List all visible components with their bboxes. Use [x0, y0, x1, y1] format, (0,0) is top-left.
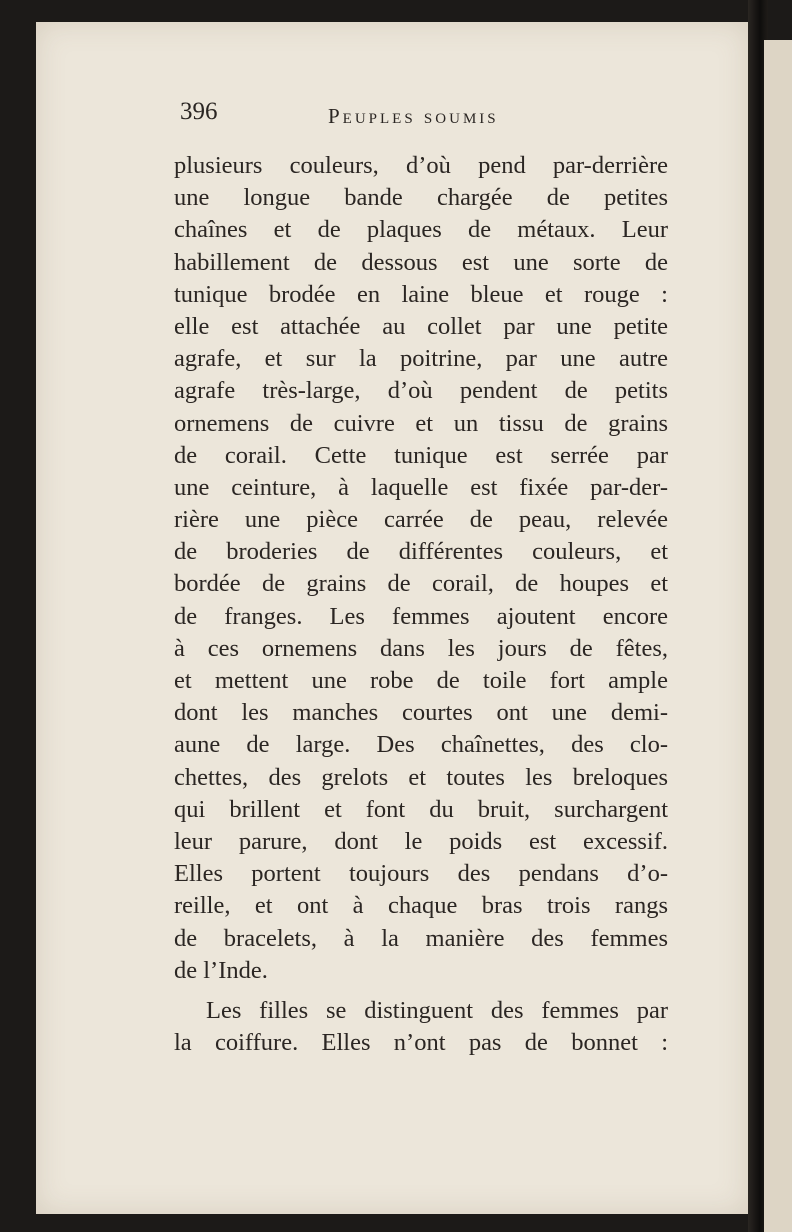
text-line: Les filles se distinguent des femmes par — [206, 996, 668, 1024]
text-line: de franges. Les femmes ajoutent encore — [174, 602, 668, 630]
text-line: et mettent une robe de toile fort ample — [174, 667, 668, 694]
text-line: dont les manches courtes ont une demi- — [174, 699, 668, 727]
text-line: une ceinture, à laquelle est fixée par-der- — [174, 473, 668, 501]
text-line: chaînes et de plaques de métaux. Leur — [174, 216, 668, 244]
text-line: leur parure, dont le poids est excessif. — [174, 827, 668, 855]
running-head: Peuples soumis — [328, 104, 499, 128]
text-line: de bracelets, à la manière des femmes — [174, 924, 668, 952]
text-line: à ces ornemens dans les jours de fêtes, — [174, 634, 668, 662]
text-line: agrafe très-large, d’où pendent de petits — [174, 377, 668, 405]
text-line: ornemens de cuivre et un tissu de grains — [174, 409, 668, 437]
text-line: une longue bande chargée de petites — [174, 184, 668, 212]
text-line: de broderies de différentes couleurs, et — [174, 538, 668, 566]
page-number: 396 — [180, 98, 218, 125]
adjacent-page-edge — [764, 40, 792, 1232]
text-line: tunique brodée en laine bleue et rouge : — [174, 280, 668, 308]
text-line: bordée de grains de corail, de houpes et — [174, 570, 668, 598]
text-line: la coiffure. Elles n’ont pas de bonnet : — [174, 1029, 668, 1057]
text-line: Elles portent toujours des pendans d’o- — [174, 860, 668, 888]
text-line: elle est attachée au collet par une petite — [174, 312, 668, 340]
text-line: reille, et ont à chaque bras trois rangs — [174, 892, 668, 920]
text-line: rière une pièce carrée de peau, relevée — [174, 506, 668, 534]
body-text — [174, 150, 668, 1059]
text-line: agrafe, et sur la poitrine, par une autre — [174, 345, 668, 373]
text-line: de corail. Cette tunique est serrée par — [174, 441, 668, 469]
paragraph-spacer — [174, 987, 668, 995]
text-line: habillement de dessous est une sorte de — [174, 248, 668, 276]
text-line: chettes, des grelots et toutes les breloques — [174, 763, 668, 791]
text-line: qui brillent et font du bruit, surchargent — [174, 795, 668, 823]
text-line: aune de large. Des chaînettes, des clo- — [174, 731, 668, 759]
paragraph-2 — [174, 995, 668, 1059]
page-header — [180, 98, 660, 138]
text-line: de l’Inde. — [174, 956, 268, 984]
text-line: plusieurs couleurs, d’où pend par-derrière — [174, 152, 668, 179]
paragraph-1 — [174, 150, 668, 987]
